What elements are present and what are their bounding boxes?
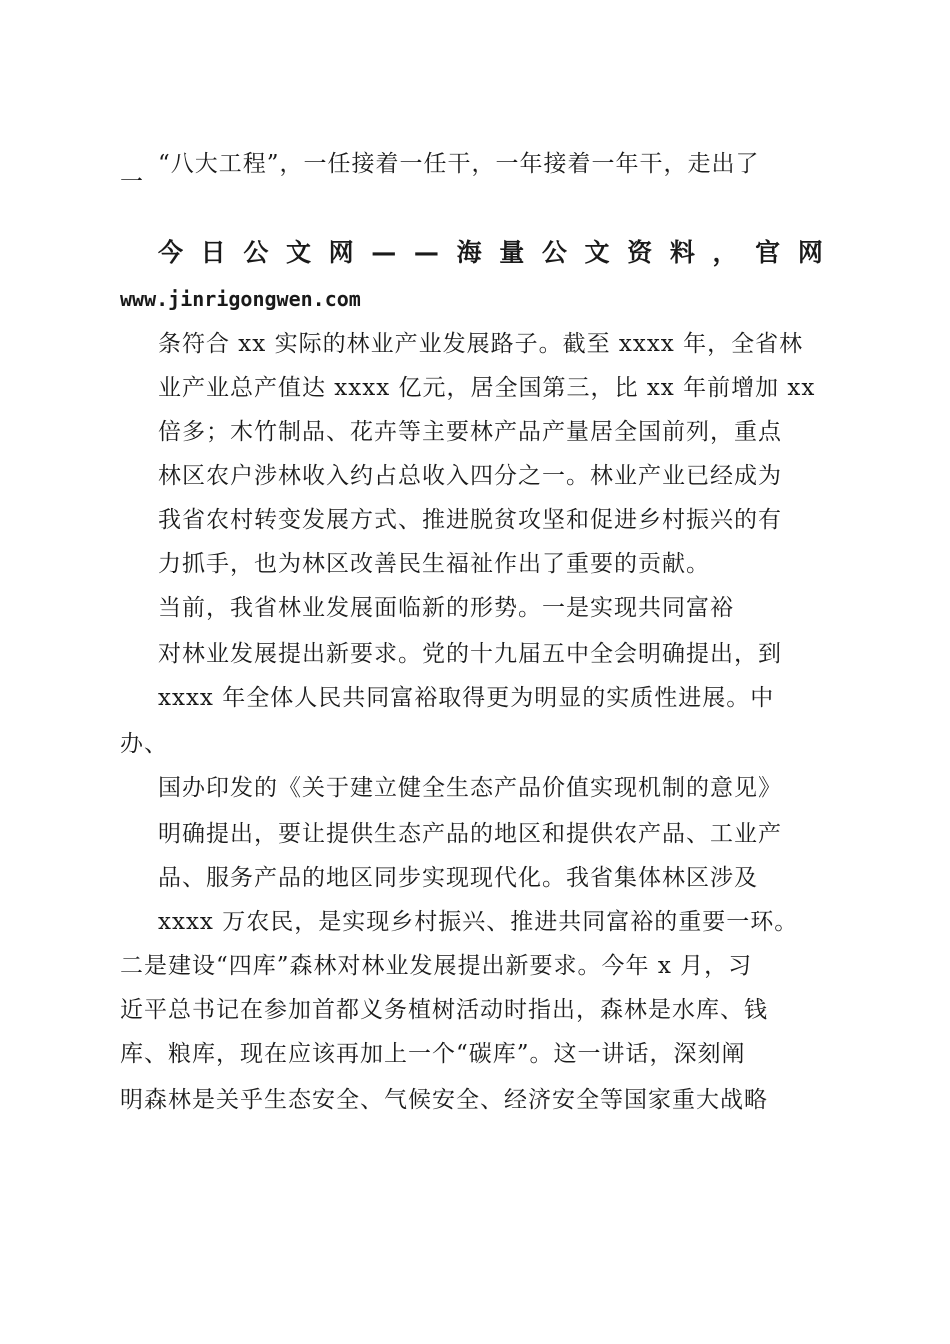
watermark-char: 资 <box>627 238 653 267</box>
text-line-18: 近平总书记在参加首都义务植树活动时指出，森林是水库、钱 <box>120 997 768 1023</box>
text-line-19: 库、粮库，现在应该再加上一个“碳库”。这一讲话，深刻阐 <box>120 1041 746 1067</box>
text-line-2: 一 <box>120 169 144 195</box>
text-line-7: 我省农村转变发展方式、推进脱贫攻坚和促进乡村振兴的有 <box>158 507 782 533</box>
text-line-13: 国办印发的《关于建立健全生态产品价值实现机制的意见》 <box>158 775 782 801</box>
text-line-20: 明森林是关乎生态安全、气候安全、经济安全等国家重大战略 <box>120 1087 768 1113</box>
text-line-10: 对林业发展提出新要求。党的十九届五中全会明确提出，到 <box>158 641 782 667</box>
text-line-16: xxxx 万农民，是实现乡村振兴、推进共同富裕的重要一环。 <box>158 909 799 935</box>
watermark-char: 文 <box>285 238 311 267</box>
watermark-char: 网 <box>797 238 823 267</box>
text-line-5: 倍多；木竹制品、花卉等主要林产品产量居全国前列，重点 <box>158 419 782 445</box>
text-line-4: 业产业总产值达 xxxx 亿元，居全国第三，比 xx 年前增加 xx <box>158 375 816 401</box>
text-line-9: 当前，我省林业发展面临新的形势。一是实现共同富裕 <box>158 595 734 621</box>
text-line-11: xxxx 年全体人民共同富裕取得更为明显的实质性进展。中 <box>158 685 775 711</box>
watermark-char: 文 <box>584 238 610 267</box>
watermark-char: 网 <box>328 238 354 267</box>
watermark-char: 海 <box>456 238 482 267</box>
watermark-char: — <box>413 238 439 267</box>
watermark-char: — <box>371 238 397 267</box>
watermark-char: 量 <box>499 238 525 267</box>
text-line-17: 二是建设“四库”森林对林业发展提出新要求。今年 x 月，习 <box>120 953 753 979</box>
watermark-char: 公 <box>243 238 269 267</box>
watermark-char: 公 <box>541 238 567 267</box>
watermark-char: 日 <box>200 238 226 267</box>
watermark-char: 料 <box>669 238 695 267</box>
watermark-url: www.jinrigongwen.com <box>120 287 361 311</box>
text-line-1: “八大工程”，一任接着一任干，一年接着一年干，走出了 <box>158 151 760 177</box>
watermark-char: 官 <box>755 238 781 267</box>
text-line-3: 条符合 xx 实际的林业产业发展路子。截至 xxxx 年，全省林 <box>158 331 804 357</box>
watermark-char: ， <box>712 238 738 267</box>
text-line-14: 明确提出，要让提供生态产品的地区和提供农产品、工业产 <box>158 821 782 847</box>
text-line-8: 力抓手，也为林区改善民生福祉作出了重要的贡献。 <box>158 551 710 577</box>
text-line-12: 办、 <box>120 731 168 757</box>
text-line-6: 林区农户涉林收入约占总收入四分之一。林业产业已经成为 <box>158 463 782 489</box>
watermark-title <box>158 238 823 268</box>
watermark-char: 今 <box>158 238 184 267</box>
text-line-15: 品、服务产品的地区同步实现现代化。我省集体林区涉及 <box>158 865 758 891</box>
